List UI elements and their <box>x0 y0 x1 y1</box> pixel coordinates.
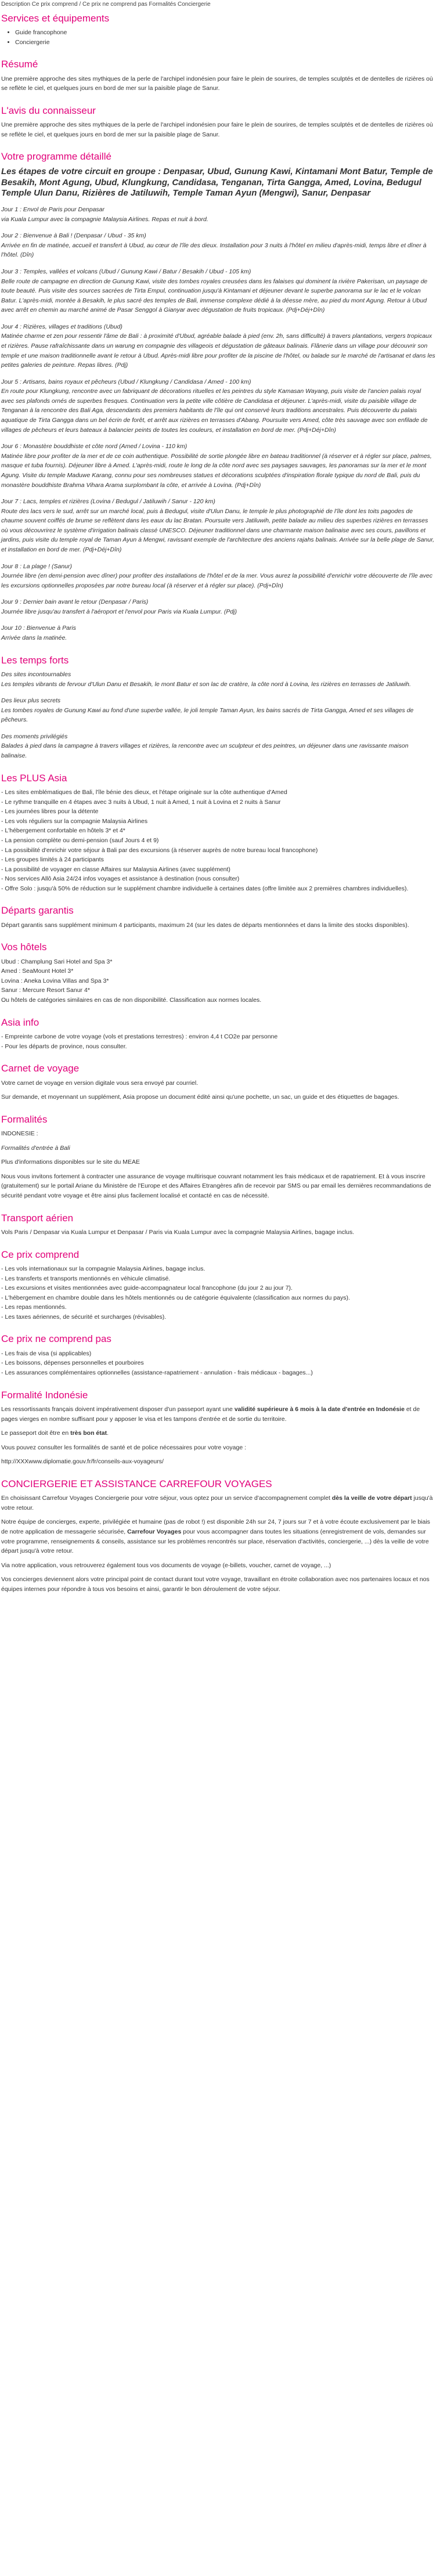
day-item <box>1 623 435 643</box>
day-title: Jour 6 : Monastère bouddhiste et côte nord (Amed / Lovina - 110 km) <box>1 443 187 450</box>
ne-comprend-item: - Les assurances complémentaires optionnelles (assistance-rapatriement - annulation - frais médicaux - bagages...) <box>1 1369 313 1376</box>
formalites-section <box>1 1114 435 1201</box>
conciergerie-p2-b: Carrefour Voyages <box>127 1528 182 1535</box>
day-item <box>1 597 435 616</box>
plus-asia-item: - Les sites emblématiques de Bali, l'île bénie des dieux, et l'étape originale sur la côte authentique d'Amed <box>1 789 287 796</box>
avis-text: Une première approche des sites mythiques de la perle de l'archipel indonésien pour faire le plein de sourires, de temples sculptés et de dentelles de rizières où se reflète le ciel, et quelques jours en bord de mer sur la paisible plage de Sanur. <box>1 121 433 138</box>
day-title: Jour 8 : La plage ! (Sanur) <box>1 562 72 570</box>
formalite-indo-p1 <box>1 1405 435 1424</box>
day-item <box>1 205 435 224</box>
conciergerie-p2 <box>1 1517 435 1556</box>
conciergerie-section <box>1 1478 435 1594</box>
conciergerie-p4: Vos concierges deviennent alors votre principal point de contact durant tout votre voyage, travaillant en étroite collaboration avec nos partenaires locaux et nos équipes internes pour répondre à tous vos besoins et ainsi, garantir le bon déroulement de votre séjour. <box>1 1576 430 1593</box>
temps-fort-block <box>1 670 435 689</box>
formalite-indo-p2-c: . <box>107 1430 109 1437</box>
carnet-section <box>1 1063 435 1102</box>
formalite-indo-p1-a: Les ressortissants français doivent impérativement disposer d'un passeport ayant une <box>1 1405 235 1413</box>
formalites-text: Nous vous invitons fortement à contracter une assurance de voyage multirisque couvrant notamment les frais médicaux et de rapatriement. Et à vous inscrire (gratuitement) sur le portail Ariane du Ministère de l'Europe et des Affaires Etrangères afin de recevoir par SMS ou par email les dernières recommandations de sécurité pendant votre voyage et être ainsi plus facilement localisé et contacté en cas de nécessité. <box>1 1172 431 1200</box>
services-list <box>1 28 435 47</box>
avis-section <box>1 105 435 140</box>
day-item <box>1 267 435 315</box>
service-item: • Conciergerie <box>15 38 435 48</box>
temps-forts-title: Les temps forts <box>1 654 69 666</box>
plus-asia-item: - Nos services Allô Asia 24/24 infos voyages et assistance à destination (nous consulter) <box>1 875 240 883</box>
avis-title: L'avis du connaisseur <box>1 104 96 116</box>
hotels-title: Vos hôtels <box>1 941 47 953</box>
temps-fort-block <box>1 696 435 725</box>
day-text: Arrivée dans la matinée. <box>1 634 67 642</box>
plus-asia-item: - L'hébergement confortable en hôtels 3* et 4* <box>1 827 125 835</box>
formalites-mae-link[interactable]: Plus d'informations disponibles sur le site du MEAE <box>1 1159 140 1166</box>
hotel-item: Sanur : Mercure Resort Sanur 4* <box>1 987 90 994</box>
comprend-section <box>1 1249 435 1322</box>
ne-comprend-section <box>1 1333 435 1377</box>
services-title: Services et équipements <box>1 12 110 24</box>
formalite-indo-title: Formalité Indonésie <box>1 1389 88 1401</box>
ne-comprend-title: Ce prix ne comprend pas <box>1 1333 111 1345</box>
hotel-item: Ubud : Champlung Sari Hotel and Spa 3* <box>1 958 113 965</box>
transport-title: Transport aérien <box>1 1212 74 1224</box>
plus-asia-item: - Offre Solo : jusqu'à 50% de réduction sur le supplément chambre individuelle à certaines dates (offre limitée aux 2 premières chambres individuelles). <box>1 885 409 892</box>
comprend-item: - Les transferts et transports mentionnés en véhicule climatisé. <box>1 1275 171 1282</box>
comprend-item: - Les excursions et visites mentionnées avec guide-accompagnateur local francophone (du jour 2 au jour 7). <box>1 1285 293 1292</box>
conciergerie-p1-b: dès la veille de votre départ <box>331 1495 412 1502</box>
day-text: Matinée charme et zen pour ressentir l'âme de Bali : à proximité d'Ubud, agréable balade à pied (env. 2h, sans difficulté) à travers plantations, vergers tropicaux et rizières. Pause rafraîchissante dans un warung en compagnie des villageois et dégustation de gâteaux balinais. Flânerie dans un village pour découvrir son temple et une maison traditionnelle avant le retour à Ubud. Après-midi libre pour profiter de la piscine de l'hôtel, ou balade sur le marché de l'artisanat et dans les petites galeries de peinture. Repas libres. (Pdj) <box>1 333 435 369</box>
plus-asia-list <box>1 788 435 893</box>
departs-section <box>1 905 435 930</box>
day-text: En route pour Klungkung, rencontre avec un fabriquant de décorations rituelles et les peintres du style Kamasan Wayang, puis visite de l'ancien palais royal avec ses plafonds ornés de superbes fresques. Continuation vers la petite ville côtière de Candidasa et déjeuner. L'après-midi, visite du paisible village de Tenganan à la rencontre des Bali Aga, descendants des premiers habitants de l'île qui ont conservé leurs traditions ancestrales. Puis découverte du palais aquatique de Tirta Gangga dans un bel écrin de forêt, et arrêt aux rizières en terrasses d'Abang. Poursuite vers Amed, côte très sauvage avec son enfilade de villages de pêcheurs et leurs bateaux à balancier peints de toutes les couleurs, et installation en bord de mer. (Pdj+Déj+Dîn) <box>1 388 428 434</box>
formalites-title: Formalités <box>1 1113 48 1125</box>
hotel-item: Amed : SeaMount Hotel 3* <box>1 968 74 975</box>
hotel-item: Lovina : Aneka Lovina Villas and Spa 3* <box>1 977 109 984</box>
day-text: Arrivée en fin de matinée, accueil et transfert à Ubud, au cœur de l'île des dieux. Installation pour 3 nuits à l'hôtel en milieu d'après-midi, temps libre et dîner à l'hôtel. (Dîn) <box>1 241 427 259</box>
temps-fort-text: Les temples vibrants de fervour d'Ulun Danu et Besakih, le mont Batur et son lac de cratère, la côte nord à Lovina, les rizières en terrasses de Jatiluwih. <box>1 680 411 688</box>
day-text: Route des lacs vers le sud, arrêt sur un marché local, puis à Bedugul, visite d'Ulun Danu, le temple le plus photographié de l'île dont les toits pagodes de chaume souvent coiffés de brume se reflètent dans les eaux du lac Bratan. Poursuite vers Jatiluwih, petite balade au milieu des superbes rizières en terrasses où vous découvrirez le système d'irrigation balinais classé UNESCO. Déjeuner traditionnel dans une charmante maison balinaise avec ses cours, pavillons et jardins, puis visite du temple royal de Taman Ayun à Mengwi, ravissant exemple de l'architecture des anciens rajahs balinais. Arrivée sur la belle plage de Sanur, et installation en bord de mer. (Pdj+Déj+Dîn) <box>1 507 435 553</box>
programme-section <box>1 151 435 643</box>
temps-forts-section <box>1 655 435 761</box>
day-title: Jour 9 : Dernier bain avant le retour (Denpasar / Paris) <box>1 598 149 606</box>
service-item: • Guide francophone <box>15 28 435 38</box>
comprend-title: Ce prix comprend <box>1 1249 80 1260</box>
temps-fort-text: Les tombes royales de Gunung Kawi au fond d'une superbe vallée, le joli temple Taman Ayun, les bains sacrés de Tirta Gangga, Amed et ses villages de pêcheurs. <box>1 706 414 724</box>
conciergerie-p1-a: En choisissant Carrefour Voyages Conciergerie pour votre séjour, vous optez pour un service d'accompagnement complet <box>1 1495 332 1502</box>
conciergerie-p1 <box>1 1493 435 1513</box>
comprend-item: - Les repas mentionnés. <box>1 1304 67 1311</box>
day-title: Jour 1 : Envol de Paris pour Denpasar <box>1 206 105 214</box>
comprend-item: - Les vols internationaux sur la compagnie Malaysia Airlines, bagage inclus. <box>1 1265 205 1272</box>
comprend-item: - Les taxes aériennes, de sécurité et surcharges (révisables). <box>1 1313 167 1321</box>
departs-title: Départs garantis <box>1 905 74 917</box>
day-item <box>1 497 435 554</box>
hotels-section <box>1 941 435 1005</box>
hotels-note: Ou hôtels de catégories similaires en cas de non disponibilité. Classification aux normes locales. <box>1 997 262 1004</box>
carnet-text-1: Votre carnet de voyage en version digitale vous sera envoyé par courriel. <box>1 1079 199 1087</box>
day-title: Jour 4 : Rizières, villages et traditions (Ubud) <box>1 323 122 330</box>
day-text: Belle route de campagne en direction de Gunung Kawi, visite des tombes royales creusées dans les falaises qui dominent la rivière Pakerisan, un paysage de toute beauté. Puis visite des sources sacrées de Tirta Empul, continuation jusqu'à Kintamani et déjeuner devant le superbe panorama sur le lac et le volcan Batur. L'après-midi, montée à Besakih, le plus sacré des temples de Bali, immense complexe dédié à la déesse mère, au pied du mont Agung. Retour à Ubud avec arrêt en chemin au marché animé de Pasar Senggol à Gianyar avec dégustation de fruits tropicaux. (Pdj+Déj+Dîn) <box>1 277 428 314</box>
asia-info-title: Asia info <box>1 1016 39 1028</box>
diplomatie-link[interactable]: http://XXXwww.diplomatie.gouv.fr/fr/conseils-aux-voyageurs/ <box>1 1458 164 1466</box>
hotels-list <box>1 957 435 1005</box>
resume-section <box>1 59 435 93</box>
carnet-text-2: Sur demande, et moyennant un supplément, Asia propose un document édité ainsi qu'une pochette, un sac, un guide et des étiquettes de bagages. <box>1 1094 399 1101</box>
day-item <box>1 231 435 260</box>
day-text: Matinée libre pour profiter de la mer et de ce coin authentique. Possibilité de sortie plongée libre en bateau traditionnel (à réserver et à régler sur place, palmes, masque et tuba fournis). Déjeuner libre à Amed. L'après-midi, route le long de la côte nord avec ses paysages sauvages, les panoramas sur la mer et le mont Agung. Visite du temple Maduwe Karang, connu pour ses nombreuses statues et décorations sculptées d'inspiration florale typique du nord de Bali, puis du monastère bouddhiste Brahma Vihara Arama surplombant la côte, et arrivée à Lovina. (Pdj+Dîn) <box>1 452 432 489</box>
formalites-entry-link[interactable]: Formalités d'entrée à Bali <box>1 1144 70 1152</box>
transport-section <box>1 1213 435 1238</box>
programme-subtitle: Les étapes de votre circuit en groupe : Denpasar, Ubud, Gunung Kawi, Kintamani Mont Batur, Temple de Besakih, Mont Agung, Ubud, Klungkung, Candidasa, Tenganan, Tirta Gangga, Amed, Lovina, Bedugul Temple Ulun Danu, Rizières de Jatiluwih, Temple Taman Ayun (Mengwi), Sanur, Denpasar <box>1 166 433 199</box>
plus-asia-item: - La possibilité de voyager en classe Affaires sur Malaysia Airlines (avec supplément) <box>1 865 230 873</box>
asia-info-item: - Empreinte carbone de votre voyage (vols et prestations terrestres) : environ 4,4 t CO2e par personne <box>1 1033 278 1041</box>
resume-text: Une première approche des sites mythiques de la perle de l'archipel indonésien pour faire le plein de sourires, de temples sculptés et de dentelles de rizières où se reflète le ciel, et quelques jours en bord de mer sur la paisible plage de Sanur. <box>1 75 433 92</box>
day-item <box>1 322 435 370</box>
day-text: Journée libre (en demi-pension avec dîner) pour profiter des installations de l'hôtel et de la mer. Vous aurez la possibilité d'enrichir votre découverte de l'île avec les excursions optionnelles proposées par notre bureau local (à réserver et à régler sur place). (Pdj+Dîn) <box>1 572 432 589</box>
asia-info-item: - Pour les départs de province, nous consulter. <box>1 1042 127 1050</box>
services-section <box>1 13 435 48</box>
day-text: via Kuala Lumpur avec la compagnie Malaysia Airlines. Repas et nuit à bord. <box>1 215 208 223</box>
conciergerie-p3: Via notre application, vous retrouverez également tous vos documents de voyage (e-billets, voucher, carnet de voyage, ...) <box>1 1561 331 1569</box>
plus-asia-item: - Les groupes limités à 24 participants <box>1 856 104 864</box>
asia-info-section <box>1 1017 435 1052</box>
temps-fort-heading: Des lieux plus secrets <box>1 697 61 705</box>
conciergerie-title: CONCIERGERIE ET ASSISTANCE CARREFOUR VOYAGES <box>1 1478 272 1489</box>
transport-text: Vols Paris / Denpasar via Kuala Lumpur et Denpasar / Paris via Kuala Lumpur avec la compagnie Malaysia Airlines, bagage inclus. <box>1 1228 355 1236</box>
day-title: Jour 2 : Bienvenue à Bali ! (Denpasar / Ubud - 35 km) <box>1 232 146 240</box>
conciergerie-p2-c: pour vous accompagner dans toutes les situations (enregistrement de vols, demandes sur votre programme, renseignements & conseils, assistance sur les problèmes rencontrés sur place, réservation d'activités, conciergerie, ...) dès la veille de votre départ jusqu'à votre retour. <box>1 1528 429 1555</box>
plus-asia-item: - Les vols réguliers sur la compagnie Malaysia Airlines <box>1 817 148 825</box>
day-title: Jour 5 : Artisans, bains royaux et pêcheurs (Ubud / Klungkung / Candidasa / Amed - 100 km) <box>1 378 251 385</box>
comprend-item: - L'hébergement en chambre double dans les hôtels mentionnés ou de catégorie équivalente (classification aux normes du pays). <box>1 1294 350 1301</box>
temps-fort-text: Balades à pied dans la campagne à travers villages et rizières, la rencontre avec un sculpteur et des peintres, un déjeuner dans une ravissante maison balinaise. <box>1 742 409 760</box>
departs-text: Départ garantis sans supplément minimum 4 participants, maximum 24 (sur les dates de départs mentionnées et dans la limite des stocks disponibles). <box>1 921 409 929</box>
day-title: Jour 3 : Temples, vallées et volcans (Ubud / Gunung Kawi / Batur / Besakih / Ubud - 105 km) <box>1 268 251 275</box>
formalite-indo-section <box>1 1390 435 1467</box>
header-line: Description Ce prix comprend / Ce prix ne comprend pas Formalités Conciergerie <box>1 1 211 8</box>
formalite-indo-p3: Vous pouvez consulter les formalités de santé et de police nécessaires pour votre voyage : <box>1 1444 246 1451</box>
plus-asia-item: - Les journées libres pour la détente <box>1 808 99 816</box>
day-title: Jour 10 : Bienvenue à Paris <box>1 625 76 632</box>
formalite-indo-p2-b: très bon état <box>70 1430 107 1437</box>
formalite-indo-p1-c: et de pages vierges en nombre suffisant pour y apposer le visa et les tampons d'entrée et de sortie du territoire. <box>1 1405 420 1423</box>
plus-asia-section <box>1 773 435 894</box>
formalite-indo-p2-a: Le passeport doit être en <box>1 1430 71 1437</box>
formalite-indo-p2 <box>1 1428 435 1438</box>
plus-asia-title: Les PLUS Asia <box>1 772 67 784</box>
resume-title: Résumé <box>1 59 38 70</box>
plus-asia-item: - La pension complète ou demi-pension (sauf Jours 4 et 9) <box>1 836 159 844</box>
temps-fort-heading: Des sites incontournables <box>1 671 71 679</box>
ne-comprend-item: - Les boissons, dépenses personnelles et pourboires <box>1 1359 144 1367</box>
plus-asia-item: - La possibilité d'enrichir votre séjour à Bali par des excursions (à réserver auprès de notre bureau local francophone) <box>1 846 318 854</box>
formalites-country: INDONESIE : <box>1 1130 38 1138</box>
conciergerie-p1-c: jusqu'à votre retour. <box>1 1495 433 1511</box>
temps-fort-block <box>1 732 435 761</box>
day-item <box>1 377 435 435</box>
ne-comprend-item: - Les frais de visa (si applicables) <box>1 1350 92 1357</box>
temps-fort-heading: Des moments privilégiés <box>1 733 68 740</box>
programme-title: Votre programme détaillé <box>1 151 111 163</box>
day-text: Journée libre jusqu'au transfert à l'aéroport et l'envol pour Paris via Kuala Lumpur. (Pdj) <box>1 608 237 615</box>
carnet-title: Carnet de voyage <box>1 1063 80 1074</box>
conciergerie-p2-a: Notre équipe de concierges, experte, privilégiée et humaine (pas de robot !) est disponible 24h sur 24, 7 jours sur 7 et à votre écoute exclusivement par le biais de notre application de messagerie sécurisée, <box>1 1518 430 1535</box>
plus-asia-item: - Le rythme tranquille en 4 étapes avec 3 nuits à Ubud, 1 nuit à Amed, 1 nuit à Lovina et 2 nuits à Sanur <box>1 798 281 806</box>
day-item <box>1 442 435 490</box>
formalite-indo-p1-b: validité supérieure à 6 mois à la date d'entrée en Indonésie <box>234 1405 405 1413</box>
day-title: Jour 7 : Lacs, temples et rizières (Lovina / Bedugul / Jatiluwih / Sanur - 120 km) <box>1 498 215 506</box>
day-item <box>1 562 435 591</box>
